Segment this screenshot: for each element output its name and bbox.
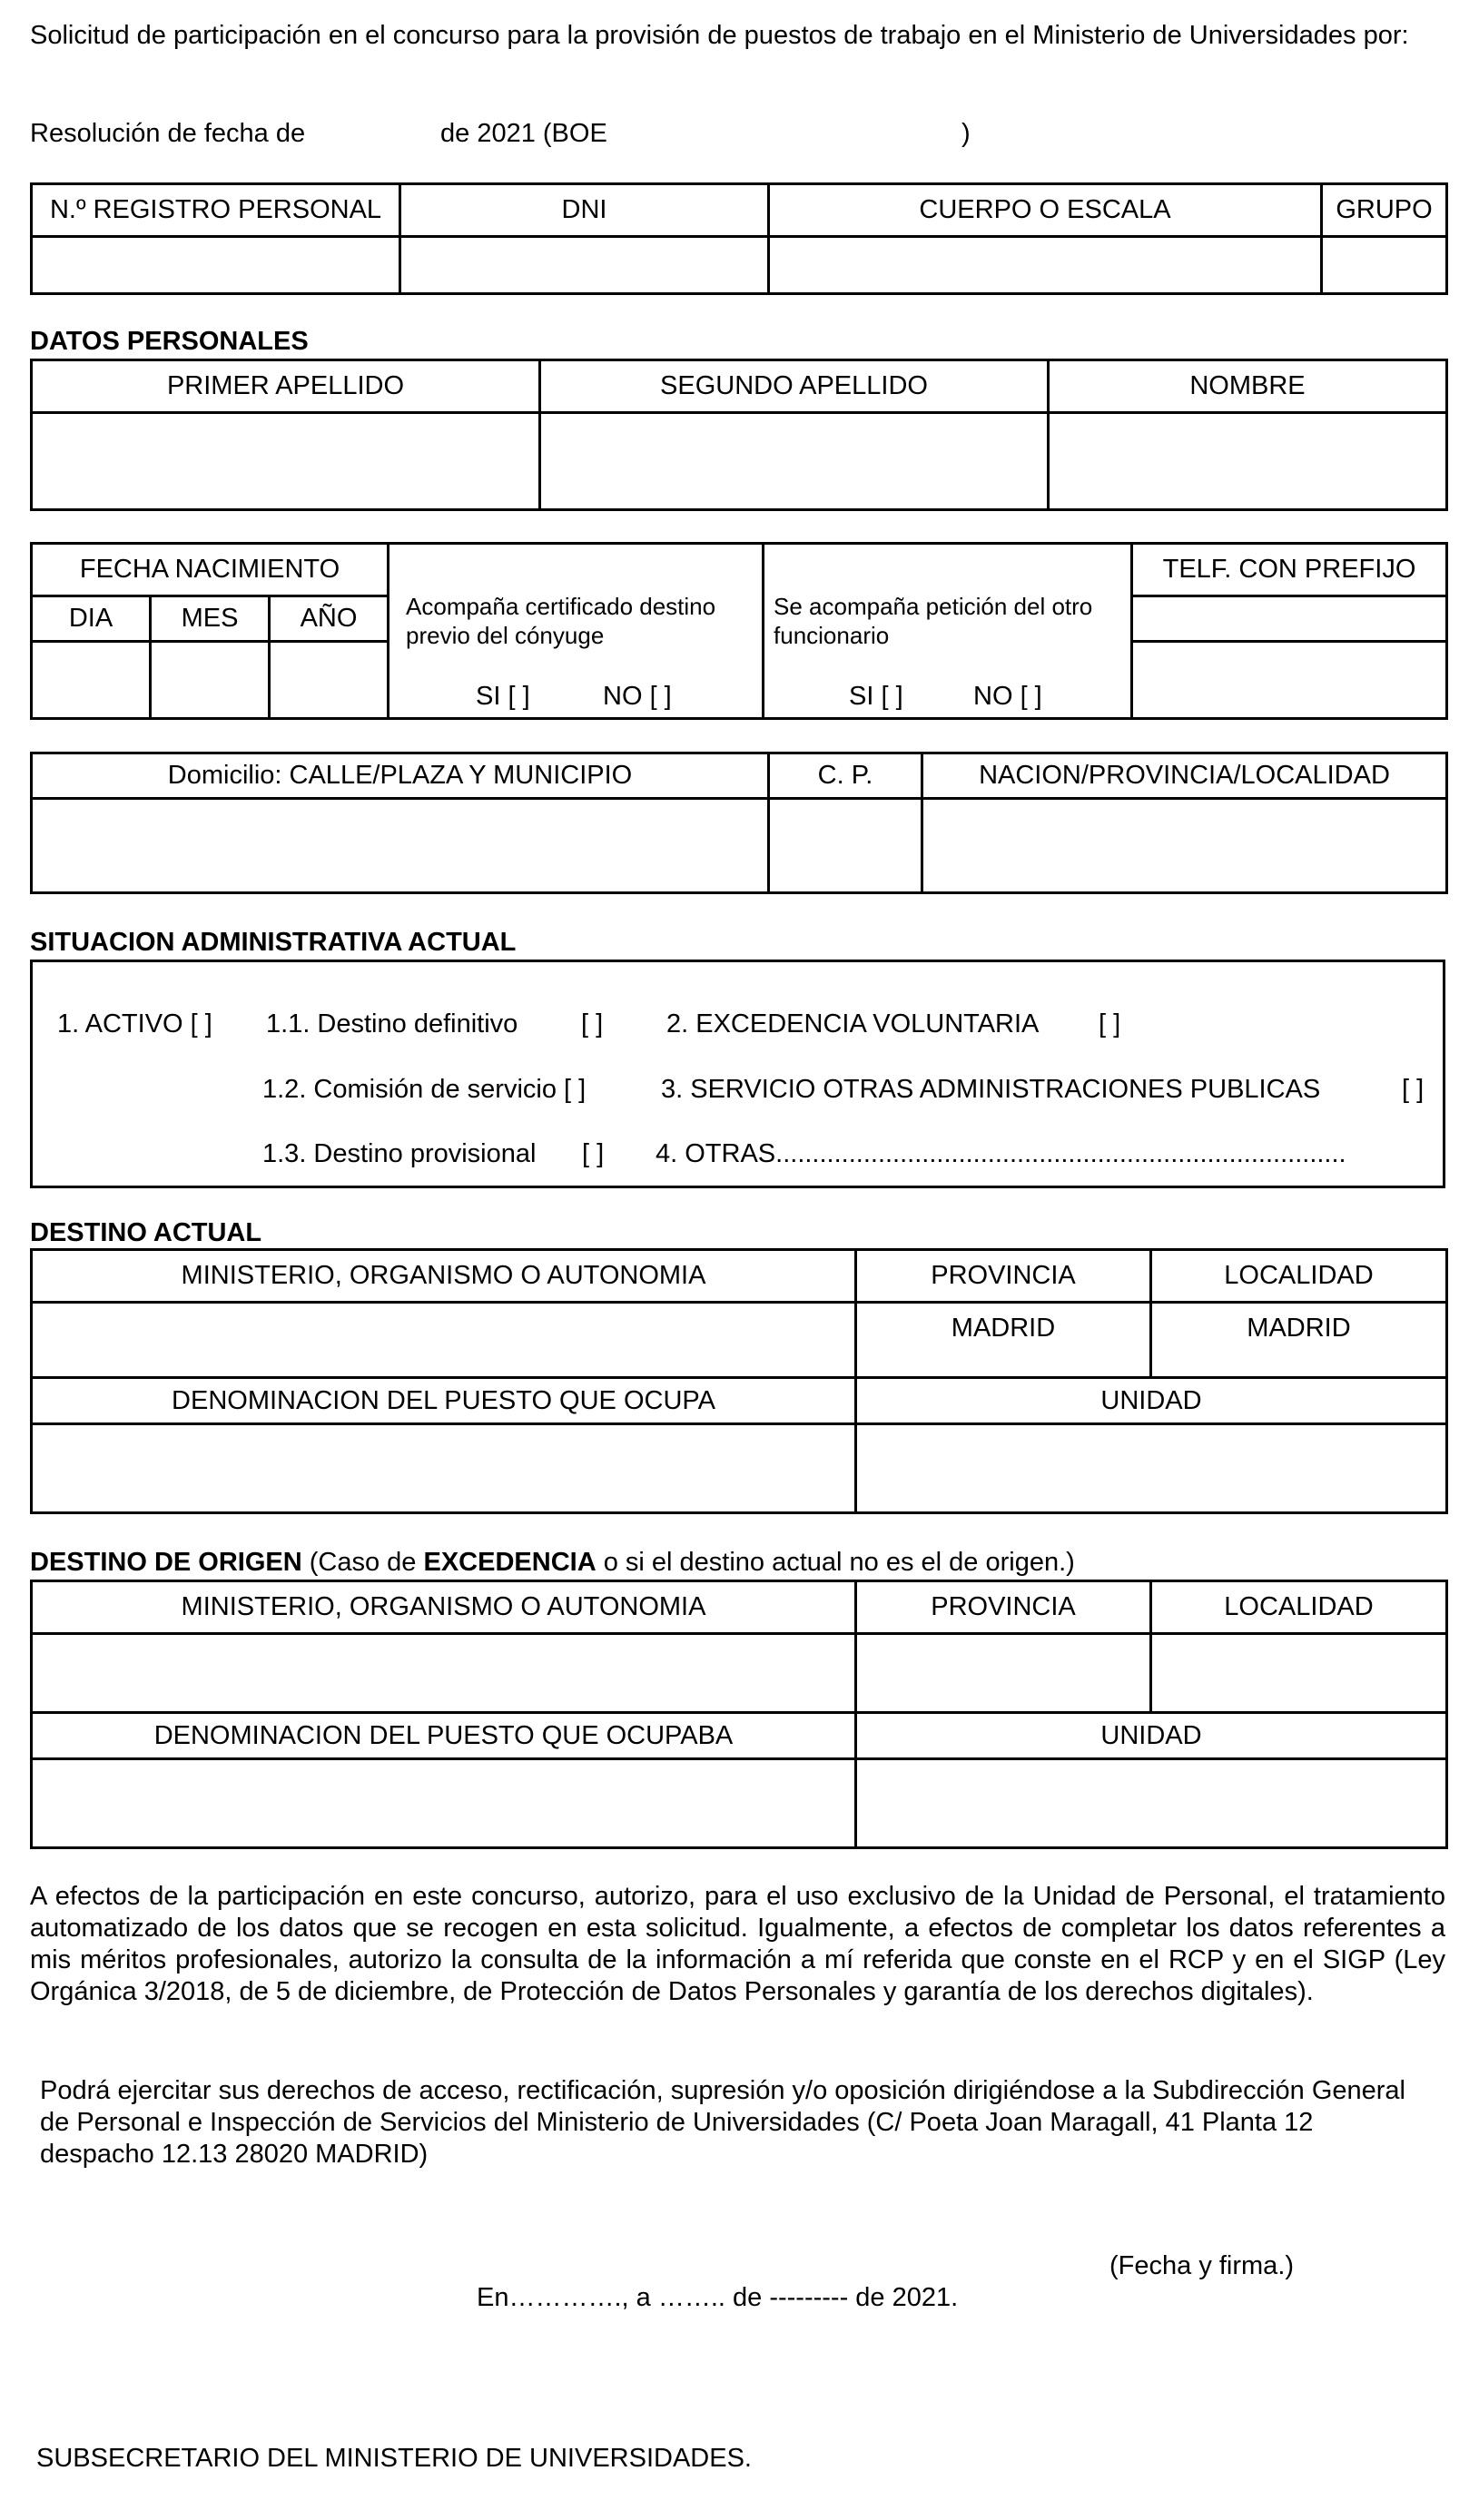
destino-provisional-label: 1.3. Destino provisional	[262, 1139, 537, 1168]
localidad-value[interactable]: MADRID	[1151, 1303, 1447, 1378]
primer-apellido-header: PRIMER APELLIDO	[32, 360, 540, 413]
ministerio-header: MINISTERIO, ORGANISMO O AUTONOMIA	[32, 1250, 856, 1303]
conyuge-no[interactable]: NO [ ]	[603, 682, 672, 711]
grupo-field[interactable]	[1322, 237, 1447, 294]
provincia-value[interactable]: MADRID	[856, 1303, 1151, 1378]
origen-puesto-field[interactable]	[32, 1759, 856, 1848]
origen-unidad-field[interactable]	[856, 1759, 1447, 1848]
primer-apellido-field[interactable]	[32, 413, 540, 510]
origen-ministerio-header: MINISTERIO, ORGANISMO O AUTONOMIA	[32, 1581, 856, 1634]
datos-personales-title: DATOS PERSONALES	[30, 327, 309, 356]
cuerpo-header: CUERPO O ESCALA	[769, 184, 1322, 237]
mes-field[interactable]	[151, 642, 270, 719]
nombre-header: NOMBRE	[1049, 360, 1447, 413]
puesto-header: DENOMINACION DEL PUESTO QUE OCUPA	[32, 1378, 856, 1424]
origen-ministerio-field[interactable]	[32, 1634, 856, 1713]
dni-field[interactable]	[400, 237, 769, 294]
anio-header: AÑO	[270, 596, 389, 642]
segundo-apellido-header: SEGUNDO APELLIDO	[540, 360, 1049, 413]
conyuge-cell	[389, 544, 764, 719]
destino-origen-note-a: (Caso de	[301, 1548, 424, 1577]
destinatario: SUBSECRETARIO DEL MINISTERIO DE UNIVERSIDADES.	[36, 2444, 752, 2473]
telefono-field-1[interactable]	[1132, 596, 1447, 642]
nombre-field[interactable]	[1049, 413, 1447, 510]
ministerio-field[interactable]	[32, 1303, 856, 1378]
mes-header: MES	[151, 596, 270, 642]
excedencia-label: 2. EXCEDENCIA VOLUNTARIA	[666, 1009, 1040, 1039]
cp-header: C. P.	[769, 753, 922, 799]
puesto-field[interactable]	[32, 1424, 856, 1513]
otro-funcionario-si[interactable]: SI [ ]	[849, 682, 903, 711]
situacion-box	[30, 960, 1445, 1188]
origen-localidad-field[interactable]	[1151, 1634, 1447, 1713]
dia-field[interactable]	[32, 642, 151, 719]
lugar-fecha-line[interactable]: En…………., a …….. de --------- de 2021.	[477, 2283, 959, 2312]
otras-option[interactable]: 4. OTRAS..............................................................................	[656, 1139, 1346, 1168]
excedencia-check[interactable]: [ ]	[1099, 1009, 1121, 1039]
dia-header: DIA	[32, 596, 151, 642]
fecha-nacimiento-header: FECHA NACIMIENTO	[32, 544, 389, 596]
registro-header: N.º REGISTRO PERSONAL	[32, 184, 400, 237]
unidad-field[interactable]	[856, 1424, 1447, 1513]
domicilio-table	[30, 752, 1448, 894]
cp-field[interactable]	[769, 799, 922, 893]
destino-origen-note-b: EXCEDENCIA	[423, 1548, 597, 1577]
derechos-paragraph: Podrá ejercitar sus derechos de acceso, rectificación, supresión y/o oposición dirigiéndose a la Subdirección General de Personal e Inspección de Servicios del Ministerio de Universidades (C/ Poeta Joan Maragall, 41 Planta 12 despacho 12.13 28020 MADRID)	[40, 2076, 1405, 2169]
dni-header: DNI	[400, 184, 769, 237]
otro-funcionario-cell	[764, 544, 1132, 719]
conyuge-text: Acompaña certificado destino previo del cónyuge	[406, 593, 716, 649]
nacion-header: NACION/PROVINCIA/LOCALIDAD	[922, 753, 1447, 799]
resolution-date-label: Resolución de fecha de	[30, 119, 306, 148]
otras-admin-check[interactable]: [ ]	[1402, 1075, 1425, 1104]
anio-field[interactable]	[270, 642, 389, 719]
telefono-field-2[interactable]	[1132, 642, 1447, 719]
origen-localidad-header: LOCALIDAD	[1151, 1581, 1447, 1634]
destino-origen-table	[30, 1580, 1448, 1849]
destino-definitivo-label: 1.1. Destino definitivo	[266, 1009, 518, 1039]
destino-actual-table	[30, 1248, 1448, 1514]
localidad-header: LOCALIDAD	[1151, 1250, 1447, 1303]
conyuge-si[interactable]: SI [ ]	[476, 682, 530, 711]
resolution-close: )	[961, 119, 971, 148]
unidad-header: UNIDAD	[856, 1378, 1447, 1424]
situacion-title: SITUACION ADMINISTRATIVA ACTUAL	[30, 928, 517, 957]
origen-puesto-header: DENOMINACION DEL PUESTO QUE OCUPABA	[32, 1713, 856, 1759]
destino-provisional-check[interactable]: [ ]	[582, 1139, 605, 1168]
telefono-header: TELF. CON PREFIJO	[1132, 544, 1447, 596]
datos-personales-table	[30, 359, 1448, 511]
destino-origen-note-c: o si el destino actual no es el de origen.)	[596, 1548, 1075, 1577]
domicilio-field[interactable]	[32, 799, 769, 893]
destino-origen-heading	[30, 1547, 1075, 1579]
nacion-field[interactable]	[922, 799, 1447, 893]
autorizacion-paragraph: A efectos de la participación en este concurso, autorizo, para el uso exclusivo de la Unidad de Personal, el tratamiento automatizado de los datos que se recogen en esta solicitud. Igualmente, a efectos de completar los datos referentes a mis méritos profesionales, autorizo la consulta de la información a mí referida que conste en el RCP y en el SIGP (Ley Orgánica 3/2018, de 5 de diciembre, de Protección de Datos Personales y garantía de los derechos digitales).	[30, 1882, 1445, 2006]
domicilio-header: Domicilio: CALLE/PLAZA Y MUNICIPIO	[32, 753, 769, 799]
origen-provincia-header: PROVINCIA	[856, 1581, 1151, 1634]
fecha-firma-label: (Fecha y firma.)	[1109, 2251, 1295, 2280]
grupo-header: GRUPO	[1322, 184, 1447, 237]
resolution-year-label: de 2021 (BOE	[440, 119, 607, 148]
intro-text: Solicitud de participación en el concurso para la provisión de puestos de trabajo en el Ministerio de Universidades por:	[30, 21, 1409, 50]
origen-unidad-header: UNIDAD	[856, 1713, 1447, 1759]
destino-actual-title: DESTINO ACTUAL	[30, 1218, 262, 1247]
otro-funcionario-text: Se acompaña petición del otro funcionario	[774, 593, 1093, 649]
segundo-apellido-field[interactable]	[540, 413, 1049, 510]
destino-definitivo-check[interactable]: [ ]	[581, 1009, 604, 1039]
provincia-header: PROVINCIA	[856, 1250, 1151, 1303]
cuerpo-field[interactable]	[769, 237, 1322, 294]
activo-option[interactable]: 1. ACTIVO [ ]	[57, 1009, 212, 1039]
otro-funcionario-no[interactable]: NO [ ]	[973, 682, 1042, 711]
origen-provincia-field[interactable]	[856, 1634, 1151, 1713]
comision-servicio-option[interactable]: 1.2. Comisión de servicio [ ]	[262, 1075, 587, 1104]
registro-field[interactable]	[32, 237, 400, 294]
nacimiento-table	[30, 542, 1448, 720]
otras-admin-label: 3. SERVICIO OTRAS ADMINISTRACIONES PUBLICAS	[661, 1075, 1321, 1104]
destino-origen-title: DESTINO DE ORIGEN	[30, 1548, 302, 1577]
registro-table	[30, 182, 1448, 295]
